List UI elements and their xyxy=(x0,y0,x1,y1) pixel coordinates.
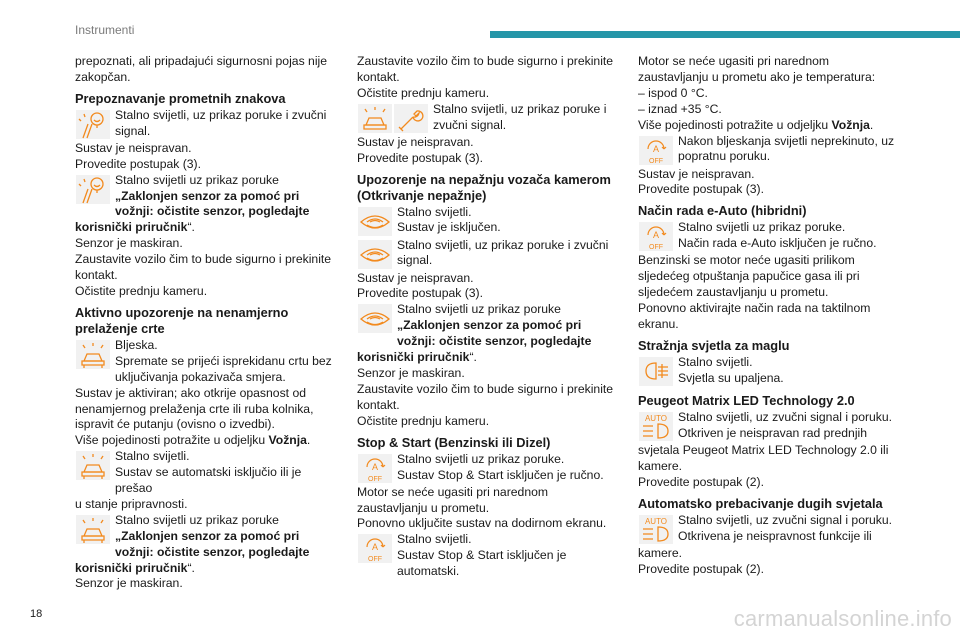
paragraph: Sustav je neispravan. xyxy=(75,140,192,155)
item-text: popratnu poruku. xyxy=(678,149,771,164)
paragraph: Provedite postupak (3). xyxy=(638,182,765,197)
svg-text:A: A xyxy=(371,542,379,553)
paragraph xyxy=(638,118,900,134)
rear-fog-light-icon xyxy=(638,356,674,387)
paragraph-text: Više pojedinosti potražite u odjeljku xyxy=(638,117,832,132)
warning-item xyxy=(357,532,619,580)
auto-headlamp-icon xyxy=(638,514,674,545)
item-text: Stalno svijetli, uz prikaz poruke i xyxy=(433,101,607,116)
paragraph: Senzor je maskiran. xyxy=(75,236,183,251)
paragraph xyxy=(75,433,337,449)
section-heading: Stražnja svjetla za maglu xyxy=(638,337,790,353)
item-text: Stalno svijetli uz prikaz poruke xyxy=(115,512,279,527)
item-text-bold: „Zaklonjen senzor za pomoć pri vožnji: očistite senzor, pogledajte korisnički priručnik xyxy=(357,318,592,365)
lane-departure-warning-icon xyxy=(75,450,111,481)
paragraph: Zaustavite vozilo čim to bude sigurno i prekinite kontakt. xyxy=(357,54,614,84)
warning-item xyxy=(75,449,337,513)
paragraph: Provedite postupak (2). xyxy=(638,561,765,576)
paragraph: Motor se neće ugasiti pri narednom zaustavljanju u prometu ako je temperatura: xyxy=(638,54,876,84)
paragraph: Ponovno aktivirajte način rada na taktilnom ekranu. xyxy=(638,301,871,331)
lane-departure-and-wrench-icon xyxy=(357,103,429,134)
item-text: signal. xyxy=(115,123,151,138)
svg-text:OFF: OFF xyxy=(649,244,663,252)
paragraph-text: . xyxy=(306,433,311,448)
e-auto-off-icon xyxy=(638,221,674,252)
traffic-sign-recognition-warning-icon xyxy=(75,109,111,140)
driver-attention-warning-icon xyxy=(357,239,393,270)
warning-item xyxy=(357,302,619,366)
lane-departure-warning-icon xyxy=(75,514,111,545)
paragraph: Ponovno uključite sustav na dodirnom ekranu. xyxy=(357,516,607,531)
item-text: Stalno svijetli uz prikaz poruke xyxy=(115,172,279,187)
header-section-title: Instrumenti xyxy=(75,23,135,37)
driver-attention-warning-icon xyxy=(357,303,393,334)
paragraph-text: Više pojedinosti potražite u odjeljku xyxy=(75,433,269,448)
paragraph-text: . xyxy=(869,117,874,132)
svg-text:OFF: OFF xyxy=(368,475,382,483)
paragraph: Očistite prednju kameru. xyxy=(75,283,208,298)
item-text: Nakon bljeskanja svijetli neprekinuto, uz xyxy=(678,133,895,148)
section-reference: Vožnja xyxy=(831,117,870,132)
warning-item xyxy=(75,338,337,386)
item-text: Stalno svijetli. xyxy=(397,532,472,547)
item-text: Stalno svijetli. xyxy=(397,204,472,219)
item-text: Stalno svijetli uz prikaz poruke xyxy=(397,302,561,317)
section-heading: Automatsko prebacivanje dugih svjetala xyxy=(638,495,883,511)
list-item: – ispod 0 °C. xyxy=(638,85,708,100)
warning-item xyxy=(357,205,619,238)
section-heading: Način rada e-Auto (hibridni) xyxy=(638,203,807,219)
item-text: Stalno svijetli, uz zvučni signal i poruku. xyxy=(678,512,893,527)
item-text: Sustav Stop & Start isključen je xyxy=(397,548,567,563)
warning-item xyxy=(638,410,900,443)
warning-item xyxy=(638,220,900,253)
paragraph: Sustav je neispravan. xyxy=(357,270,474,285)
item-text: Stalno svijetli uz prikaz poruke. xyxy=(397,451,565,466)
section-heading: Stop & Start (Benzinski ili Dizel) xyxy=(357,434,551,450)
warning-item xyxy=(75,513,337,577)
item-text: Spremate se prijeći isprekidanu crtu bez xyxy=(115,353,332,368)
svg-text:A: A xyxy=(371,461,379,472)
section-heading: Peugeot Matrix LED Technology 2.0 xyxy=(638,392,855,408)
item-text: zvučni signal. xyxy=(433,117,507,132)
warning-item xyxy=(638,134,900,167)
paragraph: Zaustavite vozilo čim to bude sigurno i prekinite kontakt. xyxy=(75,252,332,283)
item-text-bold: „Zaklonjen senzor za pomoć pri vožnji: očistite senzor, pogledajte korisnički priručnik xyxy=(75,528,310,575)
item-text: u stanje pripravnosti. xyxy=(75,496,188,511)
stop-start-off-icon xyxy=(357,533,393,564)
paragraph: Benzinski se motor neće ugasiti prilikom sljedećeg otpuštanja papučice gasa ili pri sljedećem zaustavljanju u prometu. xyxy=(638,253,860,300)
item-text: Način rada e-Auto isključen je ručno. xyxy=(678,236,877,251)
warning-item xyxy=(357,238,619,271)
warning-item xyxy=(357,102,619,135)
paragraph: Očistite prednju kameru. xyxy=(357,413,490,428)
svg-text:AUTO: AUTO xyxy=(644,516,668,526)
svg-text:A: A xyxy=(652,143,660,154)
paragraph: kamere. xyxy=(638,545,683,560)
paragraph: Očistite prednju kameru. xyxy=(357,85,490,100)
item-text: Sustav je isključen. xyxy=(397,220,501,235)
warning-item xyxy=(357,452,619,485)
paragraph: Provedite postupak (2). xyxy=(638,474,765,489)
item-text: uključivanja pokazivača smjera. xyxy=(115,369,286,384)
warning-item xyxy=(638,513,900,546)
paragraph: Provedite postupak (3). xyxy=(75,156,202,171)
item-text: “. xyxy=(187,560,195,575)
column-1 xyxy=(75,54,337,592)
watermark: carmanualsonline.info xyxy=(733,606,952,631)
item-text: signal. xyxy=(397,253,433,268)
item-text: Stalno svijetli, uz prikaz poruke i zvučni xyxy=(397,237,609,252)
item-text: Stalno svijetli, uz zvučni signal i poruku. xyxy=(678,409,893,424)
item-text: Stalno svijetli. xyxy=(678,354,753,369)
lane-departure-warning-icon xyxy=(75,339,111,370)
item-text: Sustav se automatski isključio ili je prešao xyxy=(115,465,302,496)
item-text: Otkrivena je neispravnost funkcije ili xyxy=(678,528,872,543)
item-text: Svjetla su upaljena. xyxy=(678,370,784,385)
item-text: automatski. xyxy=(397,564,460,579)
warning-item xyxy=(638,355,900,388)
driver-attention-warning-icon xyxy=(357,206,393,237)
paragraph: Sustav je aktiviran; ako otkrije opasnost od nenamjernog prelaženja crte ili ruba kolnika, ispravit će putanju (ovisno o izvedbi). xyxy=(75,385,314,432)
column-2 xyxy=(357,54,619,580)
section-heading: Aktivno upozorenje na nenamjerno prelaženje crte xyxy=(75,304,289,336)
header-accent-bar xyxy=(490,31,960,38)
item-text: Otkriven je neispravan rad prednjih xyxy=(678,425,868,440)
paragraph: svjetala Peugeot Matrix LED Technology 2.0 ili kamere. xyxy=(638,442,889,473)
page-number: 18 xyxy=(30,608,43,620)
item-text: Stalno svijetli. xyxy=(115,449,190,464)
item-text: Bljeska. xyxy=(115,337,158,352)
stop-start-off-icon xyxy=(357,453,393,484)
paragraph: Sustav je neispravan. xyxy=(357,134,474,149)
item-text: Sustav Stop & Start isključen je ručno. xyxy=(397,467,604,482)
section-reference: Vožnja xyxy=(268,433,307,448)
warning-item xyxy=(75,108,337,141)
paragraph: Zaustavite vozilo čim to bude sigurno i prekinite kontakt. xyxy=(357,381,614,412)
item-text: “. xyxy=(469,350,477,365)
column-3 xyxy=(638,54,900,577)
section-heading: Prepoznavanje prometnih znakova xyxy=(75,90,286,106)
list-item: – iznad +35 °C. xyxy=(638,101,722,116)
svg-text:OFF: OFF xyxy=(368,556,382,564)
svg-text:AUTO: AUTO xyxy=(644,413,668,423)
traffic-sign-recognition-warning-icon xyxy=(75,174,111,205)
paragraph: prepoznati, ali pripadajući sigurnosni pojas nije zakopčan. xyxy=(75,54,328,84)
paragraph: Provedite postupak (3). xyxy=(357,286,484,301)
stop-start-off-icon xyxy=(638,135,674,166)
paragraph: Senzor je maskiran. xyxy=(75,576,183,591)
paragraph: Sustav je neispravan. xyxy=(638,166,755,181)
section-heading: Upozorenje na nepažnju vozača kamerom (Otkrivanje nepažnje) xyxy=(357,171,611,203)
item-text: “. xyxy=(187,220,195,235)
item-text-bold: „Zaklonjen senzor za pomoć pri vožnji: očistite senzor, pogledajte korisnički priručnik xyxy=(75,188,310,235)
auto-headlamp-icon xyxy=(638,411,674,442)
warning-item xyxy=(75,173,337,237)
item-text: Stalno svijetli uz prikaz poruke. xyxy=(678,220,846,235)
paragraph: Provedite postupak (3). xyxy=(357,150,484,165)
item-text: Stalno svijetli, uz prikaz poruke i zvučni xyxy=(115,107,327,122)
svg-text:OFF: OFF xyxy=(649,157,663,165)
paragraph: Motor se neće ugasiti pri narednom zaustavljanju u prometu. xyxy=(357,484,549,515)
svg-text:A: A xyxy=(652,230,660,241)
paragraph: Senzor je maskiran. xyxy=(357,365,465,380)
